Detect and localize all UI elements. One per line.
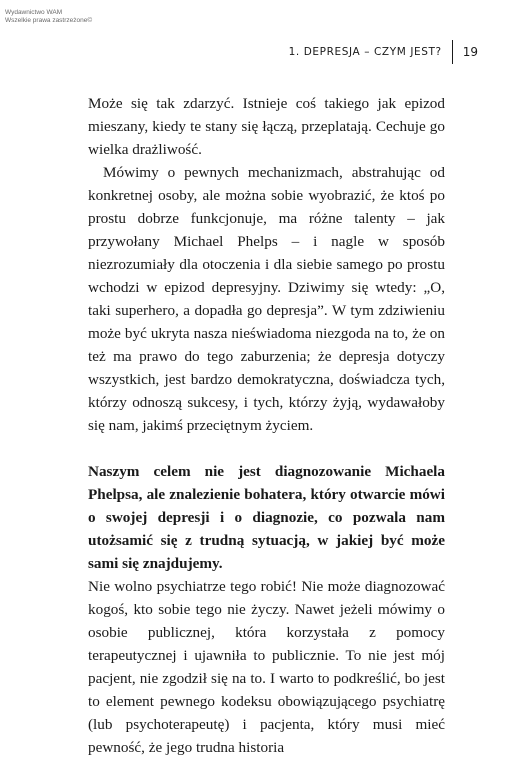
watermark-publisher: Wydawnictwo WAM: [5, 9, 63, 16]
watermark-copyright: Wszelkie prawa zastrzeżone©: [5, 17, 93, 24]
paragraph-2: Mówimy o pewnych mechanizmach, abstrahując od konkretnej osoby, ale można sobie wyobrazić, że ktoś po prostu dobrze funkcjonuje, ma różne talenty – jak przywołany Michael Phelps – i nagle w sposób niezrozumiały dla otoczenia i dla siebie samego po prostu wchodzi w epizod depresyjny. Dziwimy się wtedy: „O, taki superhero, a dopadła go depresja”. W tym zdziwieniu może być ukryta nasza nieświadoma niezgoda na to, że on też ma prawo do tego zaburzenia; że depresja dotyczy wszystkich, jest bardzo demokratyczna, doświadcza tych, którzy odnoszą sukcesy, i tych, którzy żyją, wydawałoby się nam, jakimś przeciętnym życiem.: [88, 164, 445, 434]
body-text: [88, 92, 445, 759]
paragraph-4: Nie wolno psychiatrze tego robić! Nie może diagnozować kogoś, kto sobie tego nie życzy. Nawet jeżeli mówimy o osobie publicznej, która korzystała z pomocy terapeutycznej i ujawniła to publicznie. To nie jest mój pacjent, nie zgodził się na to. I warto to podkreślić, bo jest to element pewnego kodeksu obowiązującego psychiatrę (lub psychoterapeutę) i pacjenta, który musi mieć pewność, że jego trudna historia: [88, 578, 445, 756]
running-header: [289, 40, 478, 64]
publisher-watermark: [5, 9, 92, 25]
paragraph-1: Może się tak zdarzyć. Istnieje coś takiego jak epizod mieszany, kiedy te stany się łączą, przeplatają. Cechuje go wielka drażliwość.: [88, 95, 445, 158]
paragraph-3-bold: Naszym celem nie jest diagnozowanie Michaela Phelpsa, ale znalezienie bohatera, który otwarcie mówi o swojej depresji i o diagnozie, co pozwala nam utożsamić się z trudną sytuacją, w jakiej być może sami się znajdujemy.: [88, 463, 445, 572]
header-divider: [452, 40, 453, 64]
page-number: 19: [462, 45, 478, 59]
chapter-title: 1. DEPRESJA – CZYM JEST?: [288, 46, 442, 58]
